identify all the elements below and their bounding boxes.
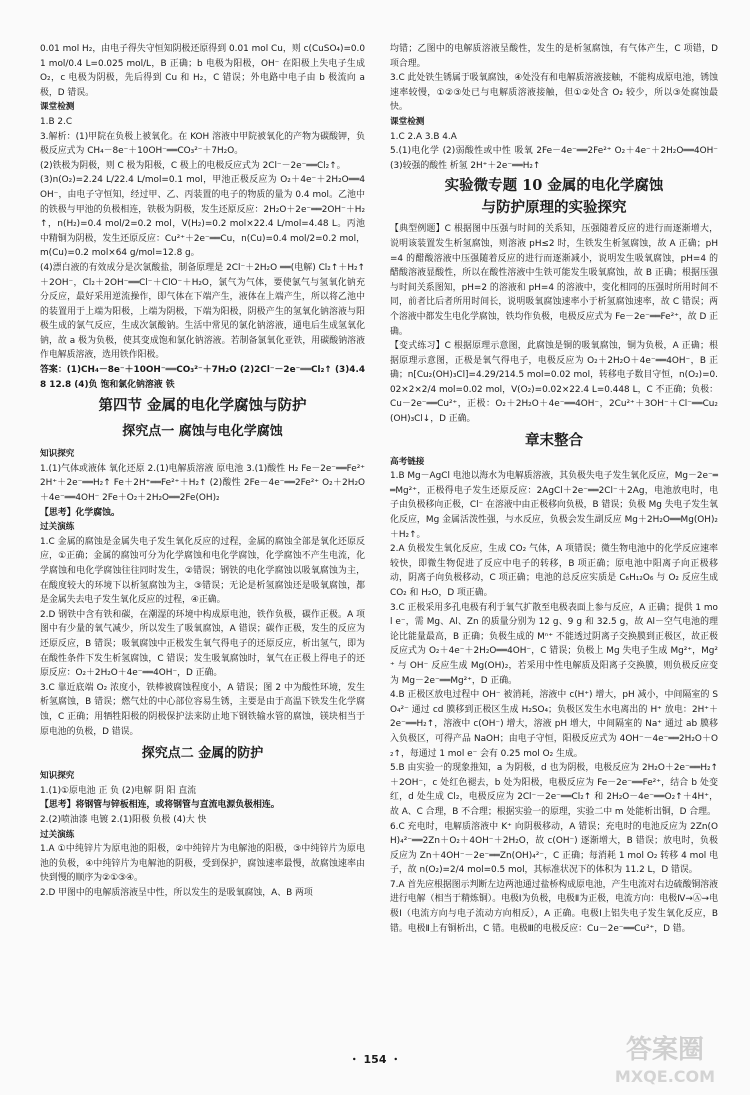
- exercise-item: 2.D 甲图中的电解质溶液呈中性，所以发生的是吸氧腐蚀，A、B 两项: [40, 887, 313, 898]
- page-number: ・ 154 ・: [348, 1053, 402, 1066]
- explore-heading-1: 探究点一 腐蚀与电化学腐蚀: [122, 424, 283, 440]
- section-label-zhishi: 知识探究: [40, 449, 75, 460]
- ketang-line: 1.B 2.C: [40, 116, 73, 127]
- special-topic-title: 实验微专题 10 金属的电化学腐蚀: [444, 177, 664, 195]
- knowledge-text: 1.(1)气体或液体 氧化还原 2.(1)电解质溶液 原电池 3.(1)酸性 H₂ Fe－2e⁻══Fe²⁺ 2H⁺＋2e⁻══H₂↑ Fe＋2H⁺══Fe²⁺＋H₂↑ (2)酸性 2Fe－4e⁻══2Fe²⁺ O₂＋2H₂O＋4e⁻══4OH⁻ 2Fe＋O₂＋2H₂O══2Fe(OH)₂: [40, 463, 365, 504]
- watermark-logo: [600, 1020, 730, 1090]
- ketang-line: (4)漂白液的有效成分是次氯酸盐，制备原理是 2Cl⁻＋2H₂O ══(电解) Cl₂↑＋H₂↑＋2OH⁻，Cl₂＋2OH⁻══Cl⁻＋ClO⁻＋H₂O，氯气为气体，要使氯气与氢氧化钠充分反应，最好采用逆流操作，即气体在下端产生，液体在上端产生，所以将乙池中的装置用于上端为阳极，上端为阴极，下端为阳极，阴极产生的氢氧化钠溶液与阳极生成的氯气反应，生成次氯酸钠。生活中常见的氯化钠溶液，通电后生成氢氧化钠，故 a 极为负极，使其变成饱和氯化钠溶液。若制备氯氧化亚铁，用碳酸钠溶液作电解质溶液，选用铁作阳极。: [40, 262, 365, 361]
- watermark-url: MXQE.COM: [614, 1067, 716, 1086]
- exam-item: 4.B 正极区放电过程中 OH⁻ 被消耗，溶液中 c(H⁺) 增大，pH 减小，中间隔室的 SO₄²⁻ 通过 cd 膜移到正极区生成 H₂SO₄；负极区发生水电离出的 H⁺ 放电：2H⁺＋2e⁻══H₂↑，溶液中 c(OH⁻) 增大，溶液 pH 增大，中间隔室的 Na⁺ 通过 ab 膜移入负极区，可得产品 NaOH；由电子守恒，阳极反应式为 4OH⁻－4e⁻══2H₂O＋O₂↑，每通过 1 mol e⁻ 会有 0.25 mol O₂ 生成。: [390, 690, 718, 759]
- think-text: 【思考】将钢管与锌板相连，或将钢管与直流电源负极相连。: [40, 800, 280, 811]
- section-heading: 第四节 金属的电化学腐蚀与防护: [98, 397, 307, 415]
- section-label-ketang: 课堂检测: [40, 102, 75, 113]
- section-label-guoguan: 过关演练: [40, 829, 75, 840]
- exam-item: 1.B Mg－AgCl 电池以海水为电解质溶液，其负极失电子发生氧化反应，Mg－2e⁻══Mg²⁺，正极得电子发生还原反应：2AgCl＋2e⁻══2Cl⁻＋2Ag，电池放电时，电子由负极移向正极，Cl⁻ 在溶液中由正极移向负极，B 错误；负极 Mg 失电子发生氧化反应，Mg 金属活泼性强，与水反应，负极会发生副反应 Mg＋2H₂O══Mg(OH)₂＋H₂↑。: [390, 471, 719, 540]
- chapter-summary-heading: 章末整合: [525, 431, 583, 449]
- section-label-gaokao: 高考链接: [390, 456, 425, 467]
- ketang-line: 1.C 2.A 3.B 4.A: [390, 131, 457, 142]
- continued-paragraph: 3.C 此处铁生锈属于吸氧腐蚀，④处没有和电解质溶液接触，不能构成原电池，锈蚀速率较慢，①②③处已与电解质溶液接触，但①②处含 O₂ 较少，所以③处腐蚀最快。: [390, 73, 718, 113]
- left-column: [40, 42, 365, 900]
- ketang-line: 3.解析：(1)甲院在负极上被氧化。在 KOH 溶液中甲院被氧化的产物为碳酸钾，负极反应式为 CH₄－8e⁻＋10OH⁻══CO₃²⁻＋7H₂O。: [40, 131, 365, 157]
- exam-item: 7.A 首先应根据图示判断左边两池通过盐桥构成原电池，产生电流对右边硫酸铜溶液进行电解（相当于精炼铜）。电极Ⅰ为负极，电极Ⅱ为正极，电流方向：电极Ⅳ→Ⓐ→电极Ⅰ（电流方向与电子流动方向相反），A 正确。电极Ⅰ上铝失电子发生氧化反应，B 错。电极Ⅱ上有铜析出，C 错。电极Ⅲ的电极反应：Cu－2e⁻══Cu²⁺，D 错。: [390, 879, 718, 934]
- exam-item: 5.B 由实验一的现象推知，a 为阴极，d 也为阴极，电极反应为 2H₂O＋2e⁻══H₂↑＋2OH⁻，c 处红色褪去，b 处为阳极，电极反应为 Fe－2e⁻══Fe²⁺，结合 b 处变红，d 处生成 Cl₂，电极反应为 2Cl⁻－2e⁻══Cl₂↑ 和 2H₂O－4e⁻══O₂↑＋4H⁺，故 A、C 合理，B 不合理；根据实验一的原理，实验二中 m 处能析出铜，D 合理。: [390, 763, 718, 817]
- ketang-line: (2)铁极为阴极，则 C 极为阳极，C 极上的电极反应式为 2Cl⁻－2e⁻══Cl₂↑。: [40, 160, 346, 171]
- section-label-zhishi: 知识探究: [40, 771, 75, 782]
- intro-paragraph: 0.01 mol H₂，由电子得失守恒知阴极还原得到 0.01 mol Cu，则 c(CuSO₄)=0.01 mol/0.4 L=0.025 mol/L，B 正确；b 电极为阳极，OH⁻ 在阳极上失电子生成 O₂，c 电极为阴极，先后得到 Cu 和 H₂，C 错误；外电路中电子由 b 极流向 a 极，D 错误。: [40, 44, 365, 98]
- continued-paragraph: 均错；乙图中的电解质溶液呈酸性，发生的是析氢腐蚀，有气体产生，C 项错，D 项合理。: [390, 44, 718, 69]
- explore-heading-2: 探究点二 金属的防护: [141, 746, 264, 762]
- section-label-ketang: 课堂检测: [390, 116, 425, 127]
- knowledge-text: 2.(2)喷油漆 电镀 2.(1)阳极 负极 (4)大 快: [40, 814, 207, 825]
- example-text: 【典型例题】C 根据图中压强与时间的关系知，压强随着反应的进行而逐渐增大，说明该装置发生析氢腐蚀，则溶液 pH≤2 时，生铁发生析氢腐蚀，故 A 正确；pH=4 的醋酸溶液中压强随着反应的进行而逐渐减小，说明发生吸氧腐蚀，pH=4 的醋酸溶液显酸性，所以在酸性溶液中生铁可能发生吸氧腐蚀，故 B 正确；根据压强与时间关系图知，pH=2 的溶液和 pH=4 的溶液中，变化相同的压强时所用时间不同，前者比后者所用时间长，说明吸氧腐蚀速率小于析氢腐蚀速率，故 C 错误；两个溶液中都发生电化学腐蚀，铁均作负极，电极反应式为 Fe－2e⁻══Fe²⁺，故 D 正确。: [390, 224, 719, 337]
- knowledge-text: 1.(1)①原电池 正 负 (2)电解 阴 阳 直流: [40, 785, 197, 796]
- think-text: 【思考】化学腐蚀。: [40, 507, 120, 518]
- exercise-item: 1.A ①中纯锌片为原电池的阳极，②中纯锌片为电解池的阳极，③中纯锌片为原电池的负极，④中纯锌片为电解池的阴极，受到保护，腐蚀速率最慢，故腐蚀速率由快到慢的顺序为②①③④。: [40, 844, 365, 884]
- exam-item: 2.A 负极发生氧化反应，生成 CO₂ 气体，A 项错误；微生物电池中的化学反应速率较快，即微生物促进了反应中电子的转移，B 项正确；原电池中阳离子向正极移动，阴离子向负极移动，C 项正确；电池的总反应实质是 C₆H₁₂O₆ 与 O₂ 反应生成 CO₂ 和 H₂O，D 项正确。: [390, 544, 718, 598]
- right-column: [390, 42, 718, 936]
- exercise-item: 1.C 金属的腐蚀是金属失电子发生氧化反应的过程，金属的腐蚀全部是氧化还原反应，①正确；金属的腐蚀可分为化学腐蚀和电化学腐蚀，化学腐蚀不产生电流，化学腐蚀和电化学腐蚀往往同时发生，②错误；钢铁的电化学腐蚀以吸氧腐蚀为主，在酸度较大的环境下以析氢腐蚀为主，③错误；无论是析氢腐蚀还是吸氧腐蚀，都是金属失去电子发生氧化反应的过程，④正确。: [40, 536, 365, 606]
- answer-line: 答案：(1)CH₄－8e⁻＋10OH⁻══CO₃²⁻＋7H₂O (2)2Cl⁻－2e⁻══Cl₂↑ (3)4.48 12.8 (4)负 饱和氯化钠溶液 铁: [40, 365, 365, 390]
- exam-item: 3.C 正极采用多孔电极有利于氧气扩散至电极表面上参与反应，A 正确；提供 1 mol e⁻，需 Mg、Al、Zn 的质量分别为 12 g、9 g 和 32.5 g，故 Al－空气电池的理论比能量最高，B 正确；负极生成的 Mⁿ⁺ 不能透过阴离子交换膜到正极区，故正极反应式为 O₂＋4e⁻＋2H₂O══4OH⁻，C 错误；负极上 Mg 失电子生成 Mg²⁺，Mg²⁺ 与 OH⁻ 反应生成 Mg(OH)₂，若采用中性电解质及阳离子交换膜，则负极反应变为 Mg－2e⁻══Mg²⁺，D 正确。: [390, 602, 718, 686]
- exam-item: 6.C 充电时，电解质溶液中 K⁺ 向阴极移动，A 错误；充电时的电池反应为 2Zn(OH)₄²⁻══2Zn＋O₂＋4OH⁻＋2H₂O，故 c(OH⁻) 逐渐增大，B 错误；放电时，负极反应为 Zn＋4OH⁻－2e⁻══Zn(OH)₄²⁻，C 正确；每消耗 1 mol O₂ 转移 4 mol 电子，故 n(O₂)=2/4 mol=0.5 mol，其标准状况下的体积为 11.2 L，D 错误。: [390, 821, 718, 876]
- ketang-line: (3)n(O₂)=2.24 L/22.4 L/mol=0.1 mol，甲池正极反应为 O₂＋4e⁻＋2H₂O══4OH⁻，由电子守恒知，经过甲、乙、丙装置的电子的物质的量为 0.4 mol。乙池中的铁极与甲池的负极相连，铁极为阴极，发生还原反应：2H₂O＋2e⁻══2OH⁻＋H₂↑，n(H₂)=0.4 mol/2=0.2 mol，V(H₂)=0.2 mol×22.4 L/mol=4.48 L。丙池中精铜为阴极，发生还原反应：Cu²⁺＋2e⁻══Cu，n(Cu)=0.4 mol/2=0.2 mol，m(Cu)=0.2 mol×64 g/mol=12.8 g。: [40, 175, 365, 259]
- ketang-line: 5.(1)电化学 (2)弱酸性或中性 吸氧 2Fe－4e⁻══2Fe²⁺ O₂＋4e⁻＋2H₂O══4OH⁻ (3)较强的酸性 析氢 2H⁺＋2e⁻══H₂↑: [390, 146, 718, 171]
- exercise-item: 2.D 钢铁中含有铁和碳，在潮湿的环境中构成原电池，铁作负极，碳作正极。A 项图中有少量的氧气减少，所以发生了吸氧腐蚀，A 错误；碳作正极，发生的反应为还原反应，B 错误；吸氧腐蚀中正极发生氧气得电子的还原反应，析出氢气，即为在酸性条件下发生析氢腐蚀，C 错误；发生吸氧腐蚀时，氧气在正极上得电子的还原反应：O₂＋2H₂O＋4e⁻══4OH⁻，D 正确。: [40, 609, 365, 679]
- variant-text: 【变式练习】C 根据原理示意图，此腐蚀是铜的吸氧腐蚀，铜为负极，A 正确；根据原理示意图，正极是氧气得电子，电极反应为 O₂＋2H₂O＋4e⁻══4OH⁻，B 正确；n[Cu₂(OH)₃Cl]=4.29/214.5 mol=0.02 mol，转移电子数目守恒，n(O₂)=0.02×2×2/4 mol=0.02 mol，V(O₂)=0.02×22.4 L=0.448 L，C 不正确；负极：Cu－2e⁻══Cu²⁺，正极：O₂＋2H₂O＋4e⁻══4OH⁻，2Cu²⁺＋3OH⁻＋Cl⁻══Cu₂(OH)₃Cl↓，D 正确。: [390, 341, 718, 425]
- section-label-guoguan: 过关演练: [40, 522, 75, 533]
- watermark-text: 答案圈: [625, 1035, 705, 1065]
- special-topic-subtitle: 与防护原理的实验探究: [481, 199, 627, 217]
- exercise-item: 3.C 靠近底端 O₂ 浓度小，铁棒被腐蚀程度小，A 错误；图 2 中为酸性环境，发生析氢腐蚀，B 错误；燃气灶的中心部位容易生锈，主要是由于高温下铁发生化学腐蚀，C 正确；用牺牲阳极的阴极保护法来防止地下钢铁输水管的腐蚀，镁块相当于原电池的负极，D 错误。: [40, 682, 365, 737]
